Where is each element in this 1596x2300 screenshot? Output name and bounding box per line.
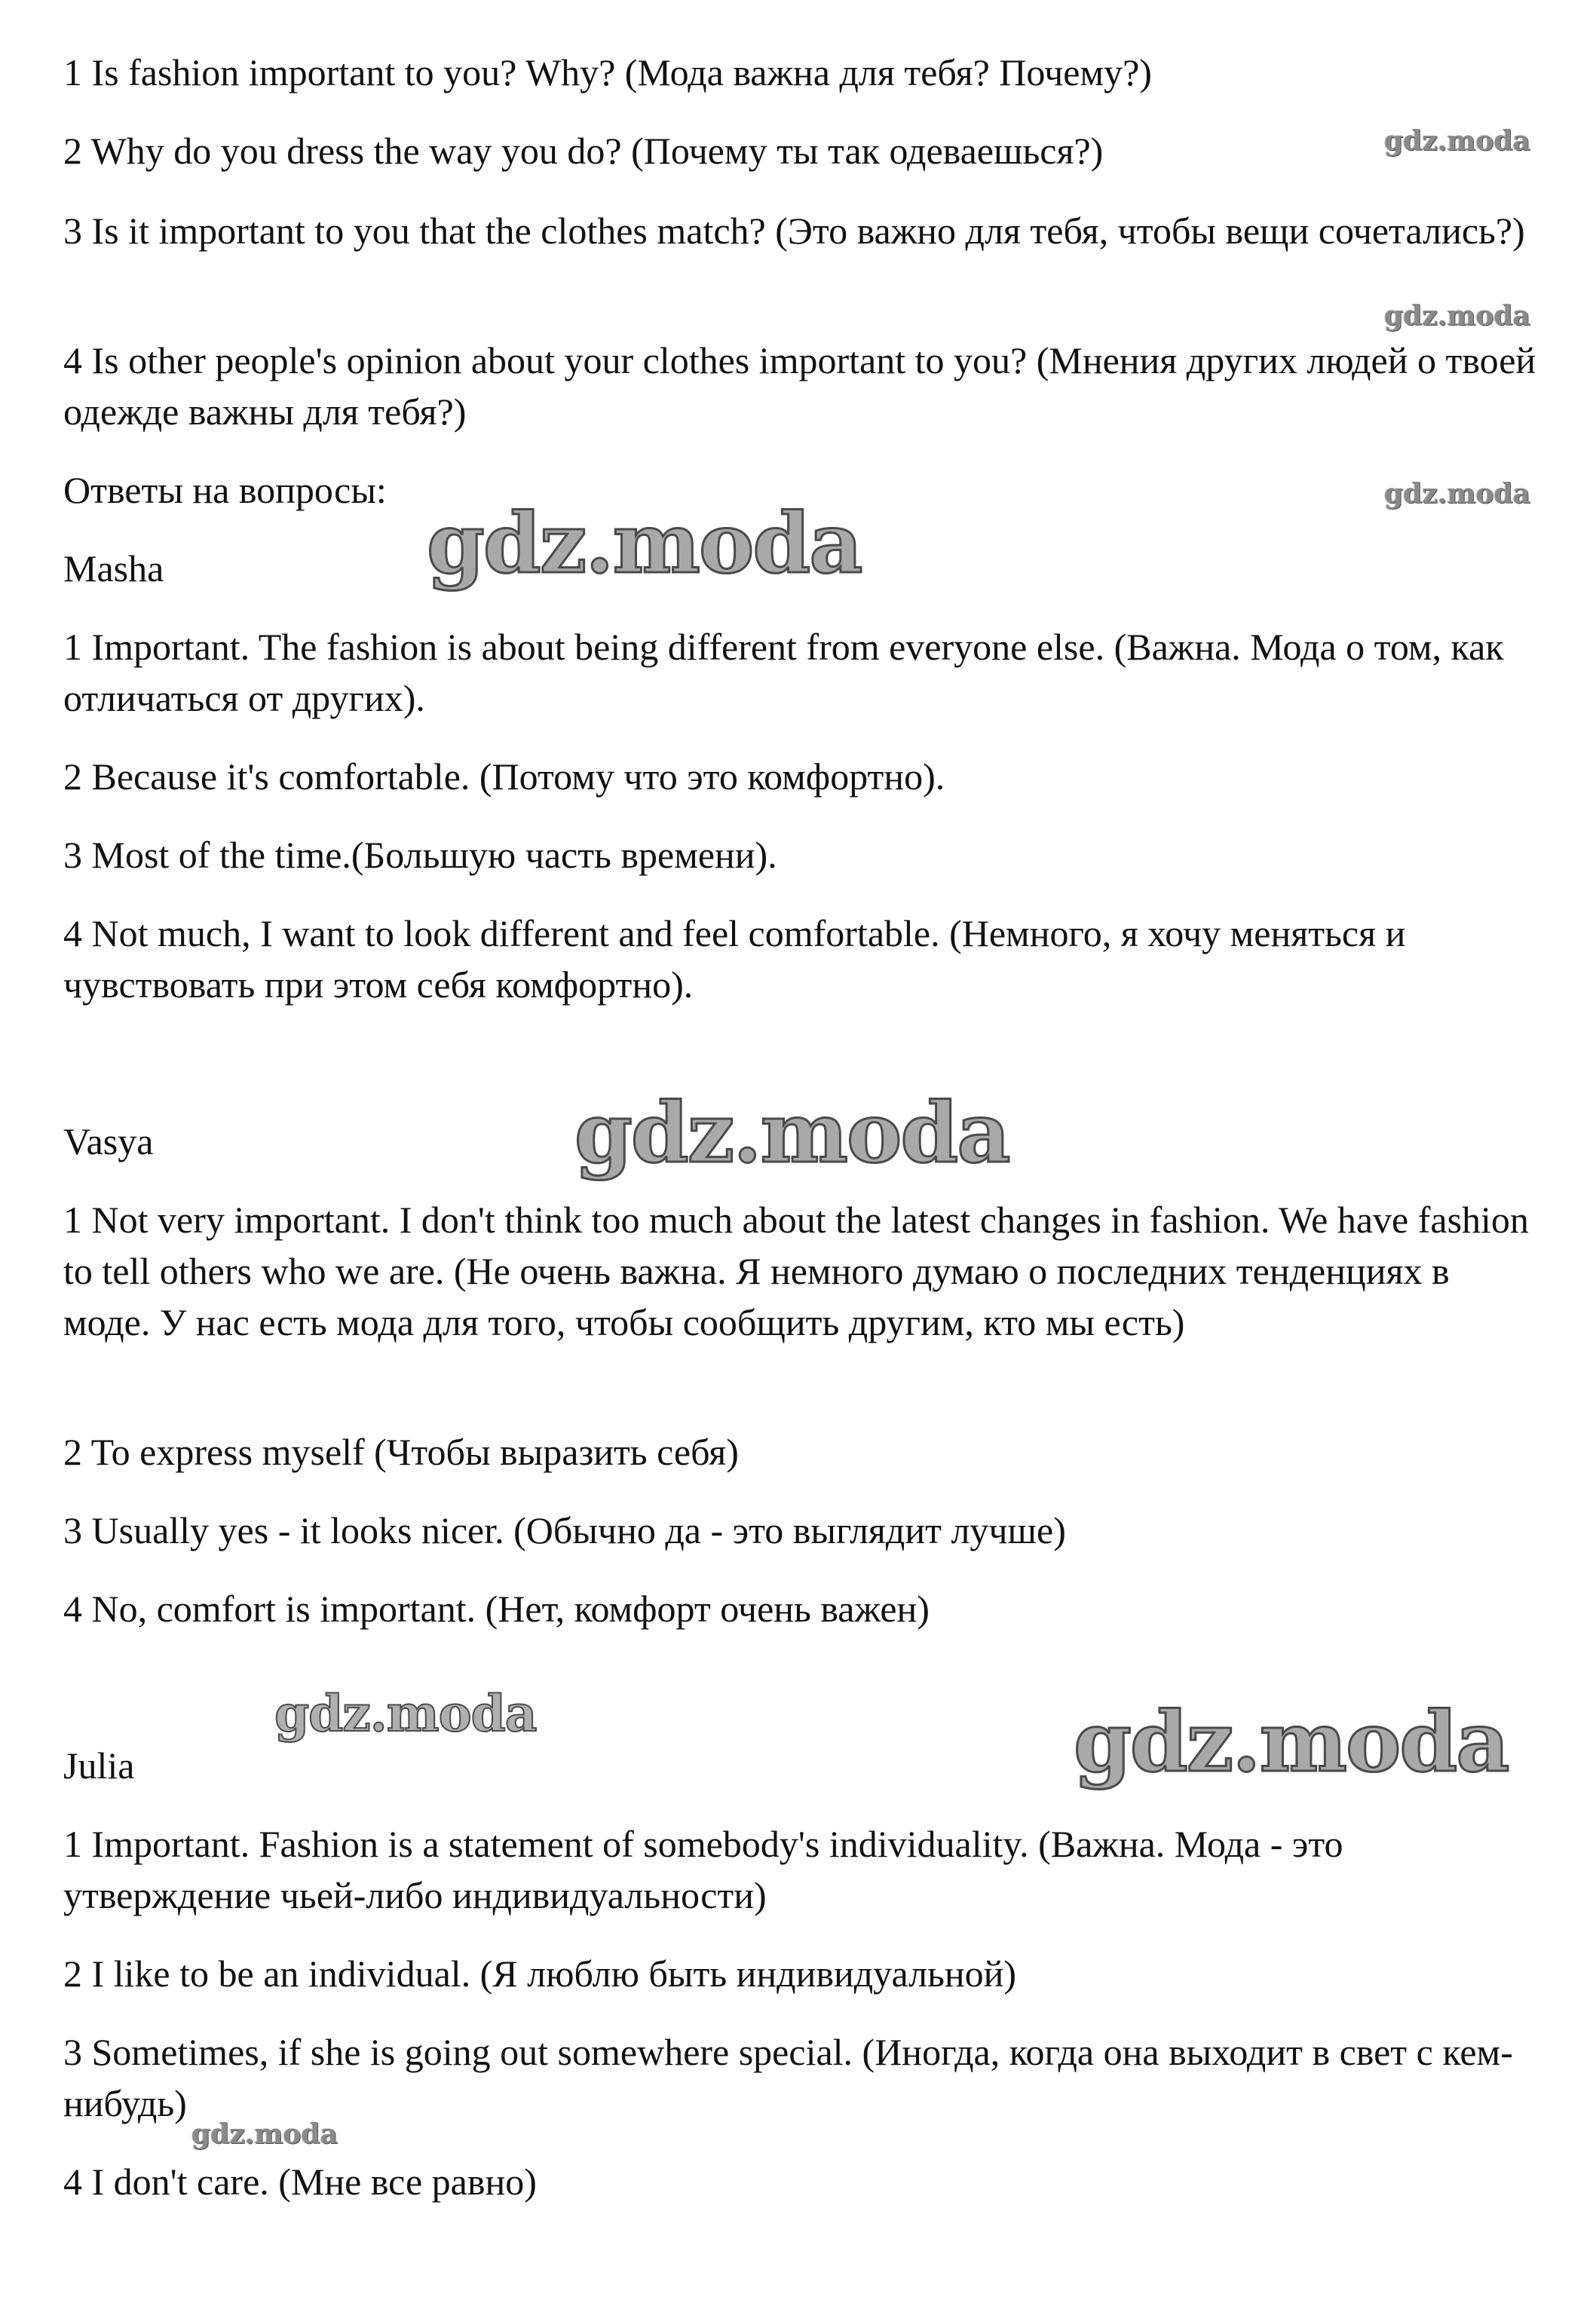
- vasya-answer-2: 2 To express myself (Чтобы выразить себя): [63, 1431, 739, 1473]
- watermark-small: gdz.moda: [191, 2118, 338, 2150]
- masha-answer-2: 2 Because it's comfortable. (Потому что это комфортно).: [63, 755, 945, 798]
- julia-name: Julia: [63, 1744, 135, 1787]
- julia-answer-3: 3 Sometimes, if she is going out somewhere special. (Иногда, когда она выходит в свет с кем-нибудь): [63, 2031, 1513, 2124]
- julia-answer-1: 1 Important. Fashion is a statement of somebody's individuality. (Важна. Мода - это утверждение чьей-либо индивидуальности): [63, 1823, 1343, 1916]
- watermark-large: gdz.moda: [574, 1084, 1009, 1181]
- julia-answer-4: 4 I don't care. (Мне все равно): [63, 2161, 537, 2203]
- masha-answer-3: 3 Most of the time.(Большую часть времени).: [63, 834, 777, 876]
- watermark-small: gdz.moda: [1384, 478, 1530, 510]
- question-4: 4 Is other people's opinion about your clothes important to you? (Мнения других людей о твоей одежде важны для тебя?): [63, 339, 1536, 433]
- watermark-large: gdz.moda: [427, 495, 862, 592]
- question-2: 2 Why do you dress the way you do? (Почему ты так одеваешься?): [63, 130, 1104, 172]
- masha-name: Masha: [63, 547, 164, 590]
- question-3: 3 Is it important to you that the clothes match? (Это важно для тебя, чтобы вещи сочетались?): [63, 210, 1525, 252]
- masha-answer-4: 4 Not much, I want to look different and feel comfortable. (Немного, я хочу меняться и чувствовать при этом себя комфортно).: [63, 912, 1406, 1006]
- watermark-small: gdz.moda: [1384, 300, 1530, 332]
- vasya-answer-3: 3 Usually yes - it looks nicer. (Обычно да - это выглядит лучше): [63, 1509, 1066, 1551]
- julia-answer-2: 2 I like to be an individual. (Я люблю быть индивидуальной): [63, 1952, 1017, 1995]
- vasya-answer-1: 1 Not very important. I don't think too much about the latest changes in fashion. We have fashion to tell others who we are. (Не очень важна. Я немного думаю о последних тенденциях в моде. У нас есть мода для того, чтобы сообщить другим, кто мы есть): [63, 1199, 1529, 1343]
- watermark-large: gdz.moda: [1074, 1693, 1509, 1790]
- question-1: 1 Is fashion important to you? Why? (Мода важна для тебя? Почему?): [63, 51, 1152, 93]
- masha-answer-1: 1 Important. The fashion is about being different from everyone else. (Важна. Мода о том, как отличаться от других).: [63, 626, 1504, 719]
- watermark-small: gdz.moda: [1384, 125, 1530, 157]
- answers-heading: Ответы на вопросы:: [63, 469, 387, 511]
- watermark-medium: gdz.moda: [274, 1684, 537, 1743]
- vasya-name: Vasya: [63, 1120, 154, 1162]
- vasya-answer-4: 4 No, comfort is important. (Нет, комфорт очень важен): [63, 1588, 930, 1630]
